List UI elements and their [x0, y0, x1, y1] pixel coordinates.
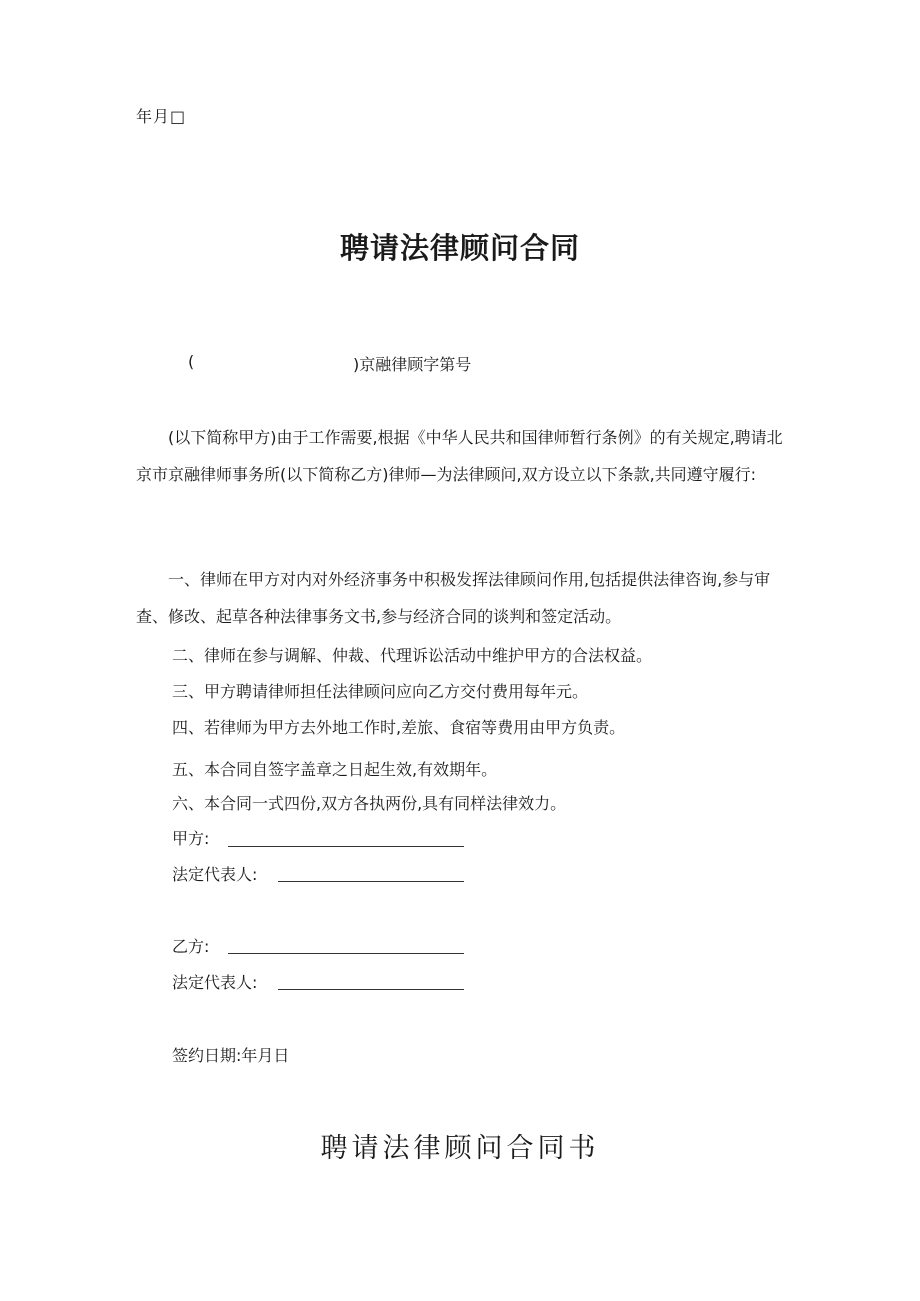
party-b-representative-signature-line — [278, 989, 464, 990]
clause-1: 一、律师在甲方对内对外经济事务中积极发挥法律顾问作用,包括提供法律咨询,参与审查、修改、起草各种法律事务文书,参与经济合同的谈判和签定活动。 — [136, 570, 771, 626]
clause-6: 六、本合同一式四份,双方各执两份,具有同样法律效力。 — [172, 794, 567, 813]
intro-paragraph: (以下简称甲方)由于工作需要,根据《中华人民共和国律师暂行条例》的有关规定,聘请北京市京融律师事务所(以下简称乙方)律师—为法律顾问,双方设立以下条款,共同遵守履行: — [136, 428, 783, 484]
sign-date: 签约日期:年月日 — [172, 1046, 290, 1065]
header-date: 年月□ — [136, 107, 187, 126]
clause-2: 二、律师在参与调解、仲裁、代理诉讼活动中维护甲方的合法权益。 — [172, 646, 653, 665]
clause-5: 五、本合同自签字盖章之日起生效,有效期年。 — [172, 760, 498, 779]
document-title: 聘请法律顾问合同 — [339, 231, 580, 265]
clause-4: 四、若律师为甲方去外地工作时,差旅、食宿等费用由甲方负责。 — [172, 718, 626, 737]
doc-number-text: )京融律顾字第号 — [353, 355, 472, 374]
second-document-title: 聘请法律顾问合同书 — [320, 1133, 600, 1164]
doc-number-open-paren: ( — [188, 352, 195, 371]
party-a-representative-signature-line — [278, 881, 464, 882]
party-a-signature-line — [228, 846, 464, 847]
party-b-representative-label: 法定代表人: — [172, 973, 258, 992]
clause-3: 三、甲方聘请律师担任法律顾问应向乙方交付费用每年元。 — [172, 682, 589, 701]
party-a-label: 甲方: — [172, 829, 210, 848]
party-b-signature-line — [228, 953, 464, 954]
party-a-representative-label: 法定代表人: — [172, 865, 258, 884]
party-b-label: 乙方: — [172, 937, 210, 956]
